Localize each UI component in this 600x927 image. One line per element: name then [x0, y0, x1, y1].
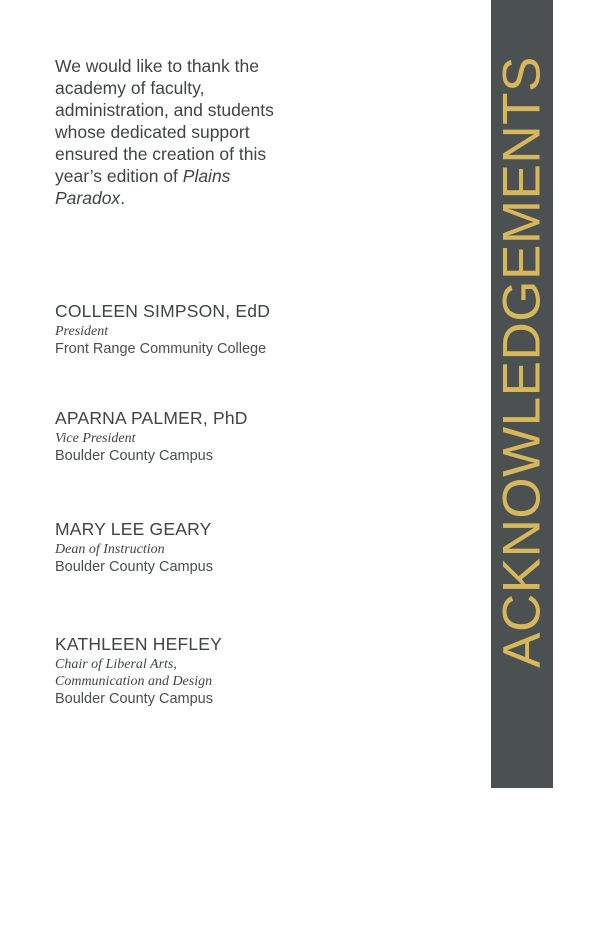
person-name: APARNA PALMER, PhD — [55, 408, 248, 428]
person-mary-lee-geary — [55, 519, 213, 576]
person-title: Vice President — [55, 431, 136, 446]
intro-paragraph — [55, 55, 285, 209]
intro-end: . — [120, 188, 126, 208]
intro-text: We would like to thank the academy of faculty, administration, and students whose dedicated support ensured the creation of this year’s edition of — [55, 56, 274, 186]
person-name: COLLEEN SIMPSON, EdD — [55, 301, 271, 321]
person-title-line-1: Chair of Liberal Arts, — [55, 657, 177, 672]
person-colleen-simpson — [55, 301, 270, 358]
person-kathleen-hefley — [55, 634, 222, 708]
person-title-line-2: Communication and Design — [55, 674, 213, 689]
banner-heading: ACKNOWLEDGEMENTS — [492, 56, 552, 668]
person-org: Front Range Community College — [55, 341, 267, 357]
person-title: Dean of Instruction — [55, 542, 165, 557]
publication-title: Plains Paradox — [55, 166, 231, 208]
person-title: President — [55, 324, 109, 339]
person-name: MARY LEE GEARY — [55, 519, 212, 539]
person-aparna-palmer — [55, 408, 248, 465]
person-org: Boulder County Campus — [55, 691, 213, 707]
person-org: Boulder County Campus — [55, 559, 213, 575]
person-name: KATHLEEN HEFLEY — [55, 634, 223, 654]
person-org: Boulder County Campus — [55, 448, 213, 464]
